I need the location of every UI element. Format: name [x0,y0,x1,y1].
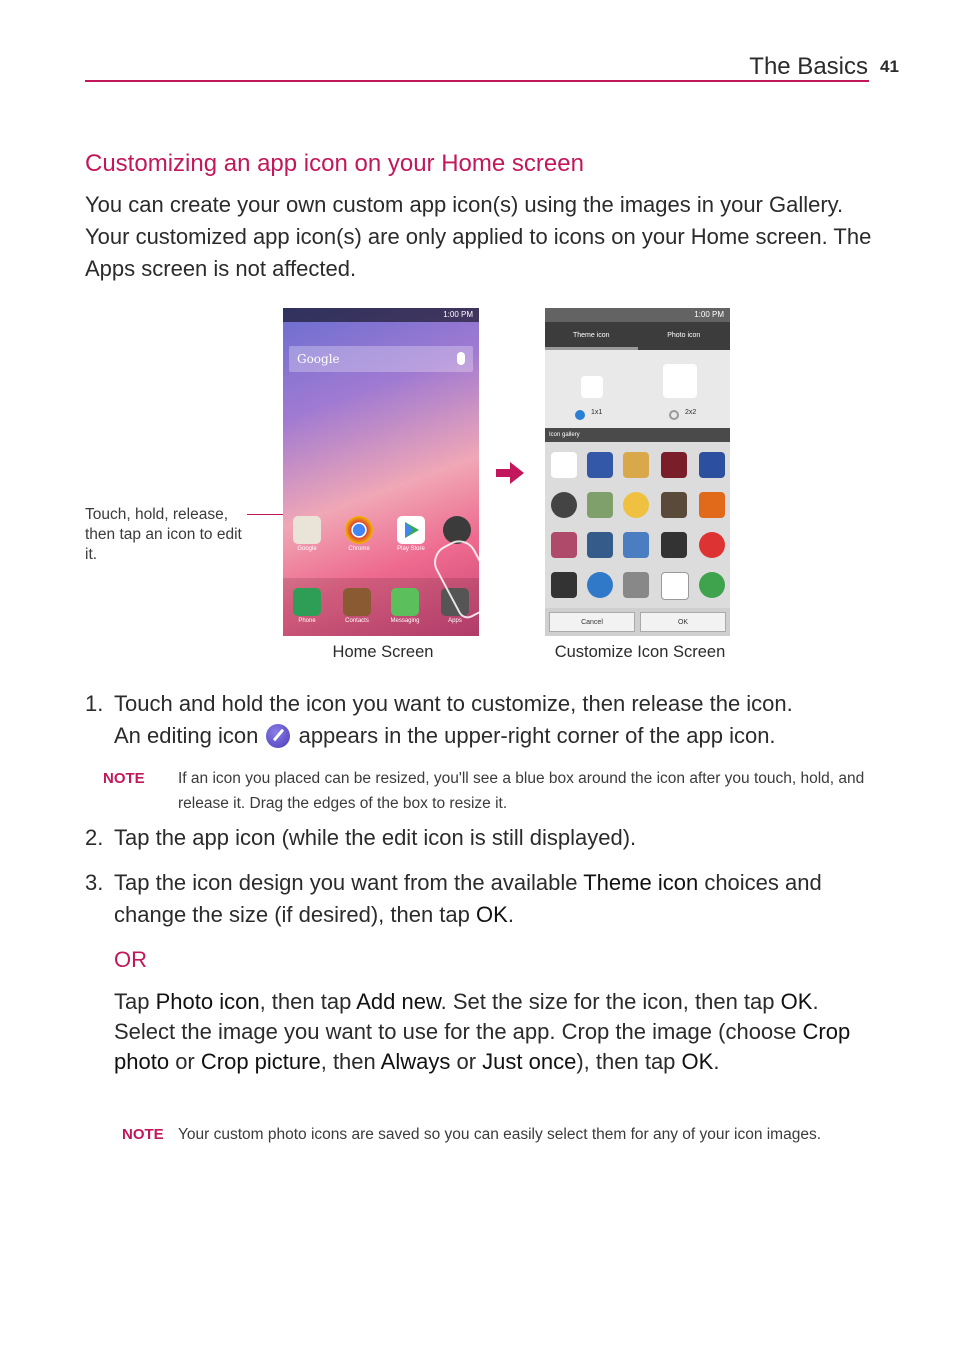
callout-text: Touch, hold, release, then tap an icon to edit it. [85,506,242,563]
paragraph-text: or [175,1049,195,1074]
gallery-icon [699,452,725,478]
paragraph-text: , then [320,1049,376,1074]
tab-theme-icon: Theme icon [545,322,638,350]
paragraph-text: or [456,1049,477,1074]
intro-paragraph: You can create your own custom app icon(s) using the images in your Gallery. Your customized app icon(s) are only applied to icons on your Home screen. The Apps screen is not affected. [85,192,872,281]
gallery-icon [661,572,689,600]
gallery-icon [587,492,613,518]
gallery-icon [661,452,687,478]
play-store-icon [581,376,603,398]
gallery-icon [699,572,725,598]
messaging-icon [391,588,419,616]
app-label: Play Store [397,546,425,552]
paragraph-text: . Select the image you want to use for the app. Crop the image (choose [114,989,819,1044]
gallery-icon [623,532,649,558]
gallery-icon [551,492,577,518]
step-number: 2. [85,825,104,850]
paragraph-text: Tap [114,989,150,1014]
ok-term: OK [681,1049,714,1074]
theme-icon-term: Theme icon [583,870,699,895]
photo-icon-term: Photo icon [155,989,260,1014]
caption-customize: Customize Icon Screen [554,643,726,661]
gallery-icon [587,572,613,598]
step-2: Tap the app icon (while the edit icon is still displayed). [114,825,637,850]
size-radio-1x1 [575,410,585,420]
page-number: 41 [880,57,899,76]
button-bar [545,608,730,636]
phone-icon [293,588,321,616]
or-label: OR [114,947,147,972]
step-1 [114,688,874,752]
paragraph-text: . Set the size for the icon, then tap [440,989,775,1014]
gallery-icon [661,532,687,558]
caption-home: Home Screen [332,643,434,661]
status-time: 1:00 PM [443,310,473,319]
app-label: Google [297,546,317,552]
gallery-icon [551,572,577,598]
step-3-text: Tap the icon design you want from the available [114,870,578,895]
gallery-icon [661,492,687,518]
gallery-icon [587,532,613,558]
paragraph-text: ), then tap [576,1049,676,1074]
step-3: Tap the icon design you want from the available Theme icon choices and change the size (if desired), then tap OK. [114,870,822,927]
google-search-bar [289,346,473,372]
status-time: 1:00 PM [694,310,724,319]
size-label: 2x2 [685,409,697,416]
mic-icon [457,352,465,365]
gallery-icon [699,492,725,518]
crop-picture-term: Crop picture [200,1049,321,1074]
step-1-line-2 [114,720,874,752]
app-label: Chrome [348,546,370,552]
search-bar-label: Google [297,352,340,366]
gallery-icon [551,452,577,478]
gallery-icon [699,532,725,558]
section-title: The Basics [749,53,868,80]
note-label: NOTE [103,770,145,787]
play-store-icon [397,516,425,544]
edit-icon [266,724,290,748]
just-once-term: Just once [482,1049,577,1074]
dock-label: Contacts [345,618,369,624]
add-new-term: Add new [356,989,441,1014]
dock-label: Apps [448,618,462,624]
size-label: 1x1 [591,409,603,416]
note-text: If an icon you placed can be resized, you'll see a blue box around the icon after you touch, hold, and release it. Drag the edges of the box to resize it. [178,770,865,812]
step-1-text: An editing icon [114,723,259,748]
ok-term: OK [780,989,813,1014]
tab-photo-icon: Photo icon [667,332,701,339]
paragraph-text: , then tap [259,989,352,1014]
play-store-icon [663,364,697,398]
gallery-header: Icon gallery [545,428,730,442]
step-3-text: choices and change the size (if desired), then tap [114,870,822,927]
google-folder-icon [293,516,321,544]
dock-label: Phone [298,618,316,624]
arrow-right-icon [496,462,526,484]
ok-button: OK [640,612,726,632]
home-screen-screenshot [283,308,479,636]
gallery-icon [623,572,649,598]
section-heading: Customizing an app icon on your Home screen [85,150,584,177]
chrome-icon [345,516,373,544]
size-options [545,350,730,428]
gallery-icon [551,532,577,558]
always-term: Always [380,1049,451,1074]
customize-icon-screenshot [545,308,730,636]
crop-photo-term: Crop photo [114,1019,851,1074]
step-number: 1. [85,691,104,716]
contacts-icon [343,588,371,616]
status-bar [545,308,730,322]
cancel-button: Cancel [549,612,635,632]
status-bar [283,308,479,322]
gallery-icon [587,452,613,478]
step-number: 3. [85,870,104,895]
dock-label: Messaging [390,618,420,624]
step-1-line-1: Touch and hold the icon you want to customize, then release the icon. [114,691,793,716]
photo-icon-paragraph: Tap Photo icon, then tap Add new. Set the size for the icon, then tap OK. Select the image you want to use for the app. Crop the image (choose Crop photo or Crop picture, then Always or Just once), then tap OK. [114,989,851,1074]
size-radio-2x2 [669,410,679,420]
header-rule [85,80,869,82]
note-label: NOTE [122,1126,164,1143]
gallery-icon [623,492,649,518]
icon-tabs [545,322,730,350]
gallery-icon [623,452,649,478]
note-text: Your custom photo icons are saved so you can easily select them for any of your icon images. [178,1126,822,1143]
ok-term: OK [476,902,508,927]
step-1-text: appears in the upper-right corner of the app icon. [298,723,776,748]
